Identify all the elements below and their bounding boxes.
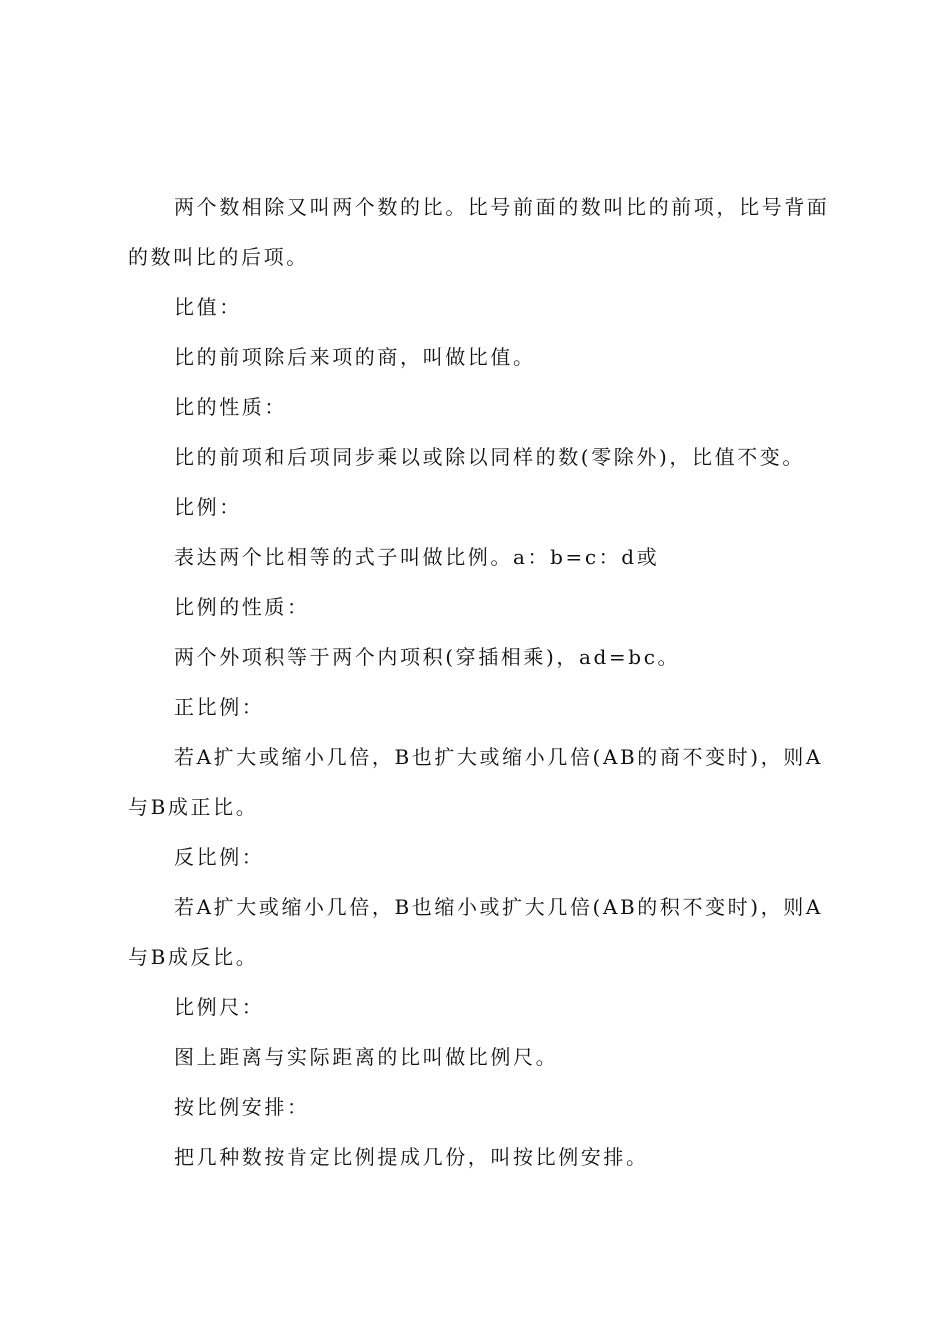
paragraph-ratio-properties: 比的前项和后项同步乘以或除以同样的数(零除外)，比值不变。 [174,445,806,469]
paragraph-ratio-definition: 两个数相除又叫两个数的比。比号前面的数叫比的前项，比号背面的数叫比的后项。 [128,195,830,269]
heading-ratio-properties: 比的性质： [174,395,287,419]
paragraph-scale: 图上距离与实际距离的比叫做比例尺。 [174,1045,559,1069]
heading-direct-proportion: 正比例： [174,695,265,719]
paragraph-proportion: 表达两个比相等的式子叫做比例。a：b=c：d或 [174,545,660,569]
heading-ratio-value: 比值： [174,295,242,319]
heading-proportional-distribution: 按比例安排： [174,1095,310,1119]
heading-scale: 比例尺： [174,995,265,1019]
paragraph-proportion-properties: 两个外项积等于两个内项积(穿插相乘)，ad=bc。 [174,645,681,669]
paragraph-proportional-distribution: 把几种数按肯定比例提成几份，叫按比例安排。 [174,1145,649,1169]
paragraph-direct-proportion: 若A扩大或缩小几倍，B也扩大或缩小几倍(AB的商不变时)，则A与B成正比。 [128,745,823,819]
heading-proportion: 比例： [174,495,242,519]
paragraph-inverse-proportion: 若A扩大或缩小几倍，B也缩小或扩大几倍(AB的积不变时)，则A与B成反比。 [128,895,823,969]
heading-proportion-properties: 比例的性质： [174,595,310,619]
document-body [128,182,834,1182]
heading-inverse-proportion: 反比例： [174,845,265,869]
paragraph-ratio-value: 比的前项除后来项的商，叫做比值。 [174,345,536,369]
